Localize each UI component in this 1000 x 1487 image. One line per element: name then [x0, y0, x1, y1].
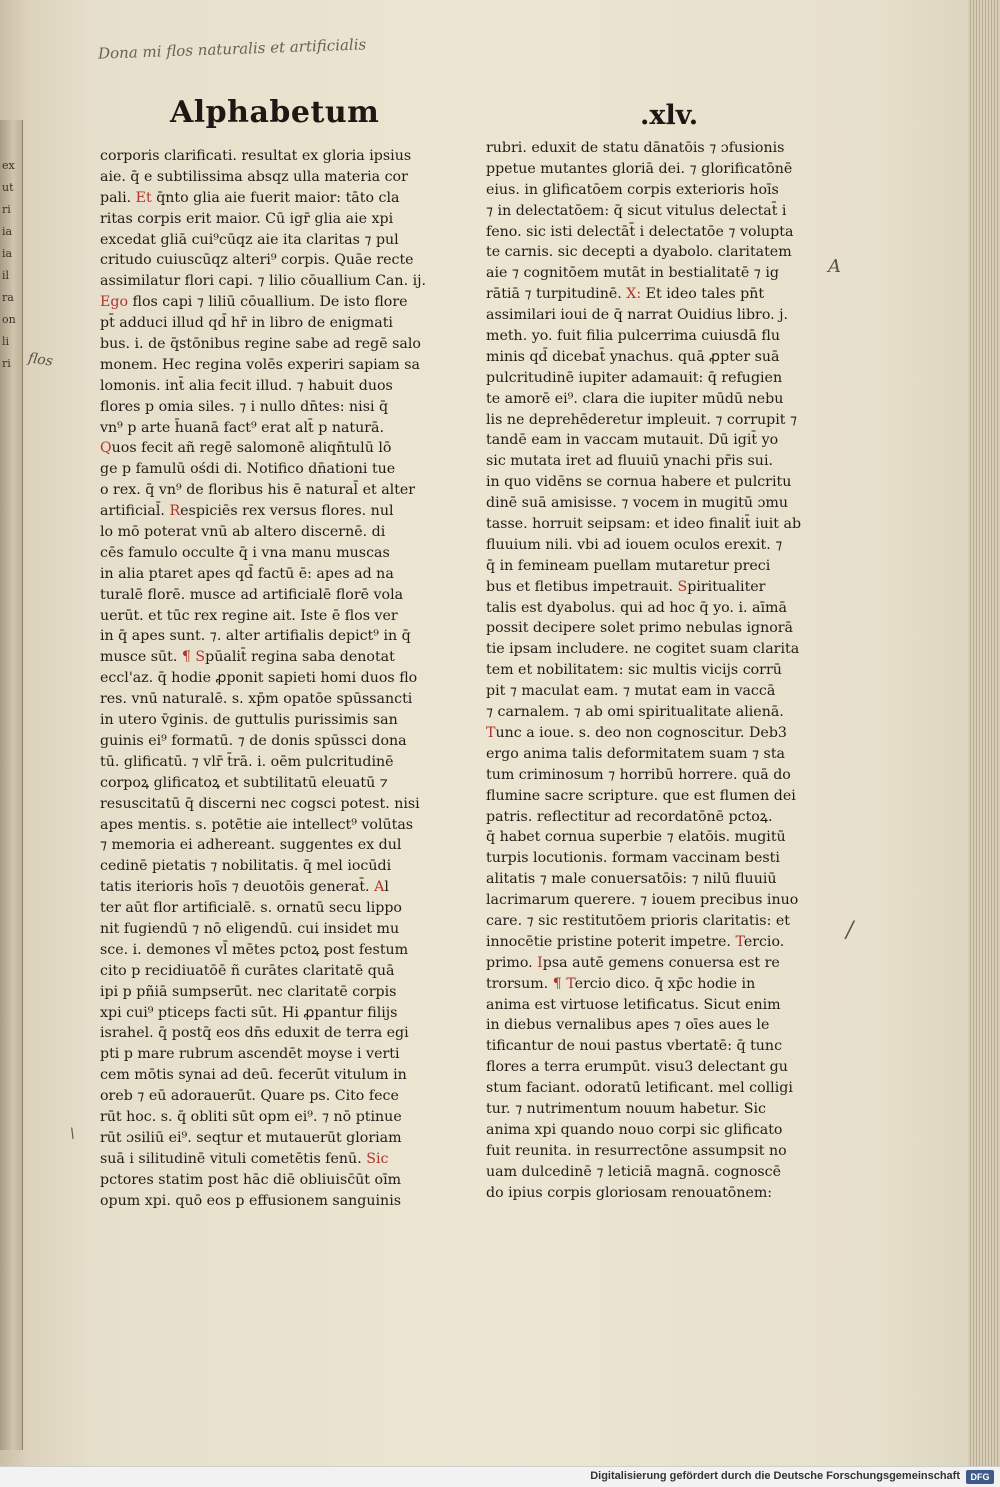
text-line: in utero v̄ginis. de guttulis purissimis san: [100, 712, 398, 729]
rubricated-initial: S: [677, 578, 688, 595]
rubricated-initial: ¶ T: [552, 975, 575, 992]
text-segment: uos fecit añ regē salomonē aliqn̄tulū lō: [111, 440, 392, 457]
text-line: [100, 1149, 435, 1170]
text-segment: flos capi ⁊ liliū cōuallium. De isto flore: [127, 294, 408, 311]
facing-page-edge: [0, 120, 23, 1450]
text-line: nit fugiendū ⁊ nō eligendū. cui insidet mu: [100, 920, 400, 937]
rubricated-initial: T: [735, 933, 744, 950]
rubricated-initial: R: [169, 503, 181, 520]
text-column-left: [100, 146, 435, 1211]
text-line: q̄ in femineam puellam mutaretur preci: [486, 557, 771, 574]
running-title: Alphabetum: [170, 95, 380, 130]
text-line: [100, 188, 435, 209]
text-line: lacrimarum querere. ⁊ iouem precibus inuo: [486, 892, 799, 909]
rubricated-initial: ¶ S: [181, 649, 206, 666]
rubricated-initial: Q: [100, 440, 112, 457]
text-segment: unc a ioue. s. deo non cognoscitur. Deb3: [495, 724, 787, 741]
text-line: o rex. q̄ vn⁹ de floribus his ē natural̄ et alter: [100, 482, 416, 499]
text-line: care. ⁊ sic restitutōem prioris claritatis: et: [486, 912, 790, 929]
text-segment: rātiā ⁊ turpitudinē.: [486, 286, 627, 303]
facing-page-fragment: ia: [2, 247, 13, 260]
text-segment: espiciēs rex versus flores. nul: [180, 503, 394, 520]
text-segment: suā i silitudinē vituli cometētis fenū.: [100, 1150, 367, 1167]
text-line: pt̄ adduci illud qd̄ hr̄ in libro de enigmati: [100, 315, 393, 332]
text-line: pit ⁊ maculat eam. ⁊ mutat eam in vaccā: [486, 683, 776, 700]
text-line: xpi cui⁹ pticeps facti sūt. Hi ꝓpantur filijs: [100, 1004, 398, 1021]
text-segment: ercio.: [743, 933, 785, 950]
text-line: meth. yo. fuit filia pulcerrima cuiusdā flu: [486, 328, 780, 345]
text-segment: artificial̄.: [100, 503, 170, 520]
margin-mark-right-top: A: [828, 256, 841, 277]
facing-page-fragment: ut: [2, 181, 14, 194]
text-line: tū. glificatū. ⁊ vlr̄ t̄rā. i. oēm pulcritudinē: [100, 753, 394, 770]
text-line: ⁊ memoria ei adhereant. suggentes ex dul: [100, 837, 402, 854]
facing-page-fragment: ri: [2, 357, 11, 370]
text-line: lomonis. int̄ alia fecit illud. ⁊ habuit duos: [100, 377, 393, 394]
text-line: ge p famulū ośdi di. Notifico dn̄ationi tue: [100, 461, 396, 478]
text-line: fluuium nili. vbi ad iouem oculos erexit. ⁊: [486, 536, 783, 553]
text-line: [100, 438, 435, 459]
text-line: tie ipsam includere. ne cogitet suam clarita: [486, 641, 800, 658]
text-line: do ipius corpis gloriosam renouatōnem:: [486, 1184, 773, 1201]
text-line: flores a terra erumpūt. visu3 delectant gu: [486, 1059, 788, 1076]
text-line: cedinē pietatis ⁊ nobilitatis. q̄ mel iocūdi: [100, 858, 392, 875]
text-segment: pali.: [100, 189, 136, 206]
rubricated-initial: I: [537, 954, 543, 971]
text-line: [486, 284, 816, 305]
text-line: [486, 723, 816, 744]
text-line: in q̄ apes sunt. ⁊. alter artifialis depict⁹ in q̄: [100, 628, 411, 645]
text-line: patris. reflectitur ad recordatōnē pctoꝝ.: [486, 808, 773, 825]
text-line: apes mentis. s. potētie aie intellect⁹ volūtas: [100, 816, 414, 833]
text-segment: ercio dico. q̄ xp̄c hodie in: [574, 975, 756, 992]
folio-number: .xlv.: [640, 100, 699, 131]
facing-page-fragment: on: [2, 313, 16, 326]
text-line: uerūt. et tūc rex regine ait. Iste ē flos ver: [100, 607, 398, 624]
text-line: [486, 953, 816, 974]
rubricated-initial: A: [374, 879, 385, 896]
text-line: excedat gliā cui⁹cūqz aie ita claritas ⁊ pul: [100, 231, 399, 248]
text-line: [100, 501, 435, 522]
text-line: assimilatur flori capi. ⁊ lilio cōuallium Can. ij.: [100, 273, 427, 290]
text-line: cito p recidiuatōē ñ curātes claritatē quā: [100, 962, 395, 979]
text-line: in quo vidēns se cornua habere et pulcritu: [486, 474, 792, 491]
text-line: turpis locutionis. formam vaccinam besti: [486, 850, 780, 867]
margin-mark-right-bottom: /: [846, 918, 854, 943]
text-line: vn⁹ p arte h̄uanā fact⁹ erat alt̄ p naturā.: [100, 419, 385, 436]
text-line: uam dulcedinē ⁊ leticiā magnā. cognoscē: [486, 1163, 781, 1180]
text-line: ipi p pñiā sumpserūt. nec claritatē corpis: [100, 983, 397, 1000]
text-line: ritas corpis erit maior. Cū igr̄ glia aie xpi: [100, 210, 394, 227]
text-segment: psa autē gemens conuersa est re: [542, 954, 780, 971]
text-line: tur. ⁊ nutrimentum nouum habetur. Sic: [486, 1100, 766, 1117]
rubricated-initial: X:: [626, 286, 642, 303]
text-line: aie ⁊ cognitōem mutāt in bestialitatē ⁊ ig: [486, 265, 779, 282]
margin-note-flos: flos: [27, 350, 54, 370]
text-line: possit decipere solet primo nebulas ignorā: [486, 620, 794, 637]
text-line: cēs famulo occulte q̄ i vna manu muscas: [100, 544, 390, 561]
text-line: [486, 577, 816, 598]
text-line: ⁊ in delectatōem: q̄ sicut vitulus delectat̄ i: [486, 202, 787, 219]
footer-bar: [0, 1466, 1000, 1487]
text-line: pctores statim post hāc diē obliuisc̄ūt oīm: [100, 1171, 402, 1188]
text-line: lo mō poterat vnū ab altero discernē. di: [100, 524, 386, 541]
text-line: minis qd̄ dicebat̄ ynachus. quā ꝓpter suā: [486, 348, 780, 365]
text-line: tandē eam in vaccam mutauit. Dū igit̄ yo: [486, 432, 779, 449]
text-line: pti p mare rubrum ascendēt moyse i verti: [100, 1046, 400, 1063]
text-line: opum xpi. quō eos p effusionem sanguinis: [100, 1192, 402, 1209]
text-line: resuscitatū q̄ discerni nec cogsci potest. nisi: [100, 795, 420, 812]
text-line: critudo cuiuscūqz alteri⁹ corpis. Quāe recte: [100, 252, 414, 269]
text-line: ergo anima talis deformitatem suam ⁊ sta: [486, 745, 785, 762]
text-line: eius. in glificatōem corpis exterioris hoīs: [486, 181, 779, 198]
text-line: [486, 932, 816, 953]
funding-credit: Digitalisierung gefördert durch die Deutsche Forschungsgemeinschaft: [590, 1470, 960, 1482]
text-line: bus. i. de q̄stōnibus regine sabe ad regē salo: [100, 336, 421, 353]
text-line: corporis clarificati. resultat ex gloria ipsius: [100, 148, 412, 164]
text-line: sic mutata iret ad fluuiū ynachi pr̄is sui.: [486, 453, 773, 470]
text-line: pulcritudinē iupiter adamauit: q̄ refugien: [486, 369, 783, 386]
facing-page-fragment: ex: [2, 159, 15, 172]
handwritten-inscription: Dona mi flos naturalis et artificialis: [97, 35, 367, 63]
rubricated-initial: Et: [135, 189, 152, 206]
text-line: feno. sic isti delectāt̄ i delectatōe ⁊ volupta: [486, 223, 794, 240]
margin-mark-left-bottom: \: [70, 1126, 75, 1142]
text-line: dinē suā amisisse. ⁊ vocem in mugitū ɔmu: [486, 495, 788, 512]
text-line: ⁊ carnalem. ⁊ ab omi spiritualitate alienā.: [486, 704, 784, 721]
text-line: ppetue mutantes gloriā dei. ⁊ glorificatōnē: [486, 160, 793, 177]
text-line: ter aūt flor artificialē. s. ornatū secu lippo: [100, 900, 402, 917]
text-line: alitatis ⁊ male conuersatōis: ⁊ nilū fluuiū: [486, 871, 777, 888]
text-line: tum criminosum ⁊ horribū horrere. quā do: [486, 766, 791, 783]
text-line: rūt hoc. s. q̄ obliti sūt opm ei⁹. ⁊ nō ptinue: [100, 1108, 402, 1125]
text-segment: piritualiter: [687, 578, 766, 595]
text-line: sce. i. demones vl̄ mētes pctoꝝ post festum: [100, 941, 409, 958]
rubricated-initial: Ego: [100, 294, 128, 311]
text-line: in diebus vernalibus apes ⁊ oīes aues le: [486, 1017, 770, 1034]
text-line: [486, 974, 816, 995]
text-segment: innocētie pristine poterit impetre.: [486, 933, 736, 950]
text-line: stum faciant. odoratū letificant. mel colligi: [486, 1080, 793, 1097]
text-column-right: [486, 138, 816, 1203]
facing-page-fragment: ra: [2, 291, 14, 304]
text-line: aie. q̄ e subtilissima absqz ulla materia cor: [100, 168, 408, 185]
text-line: rūt ɔsiliū ei⁹. seqtur et mutauerūt gloriam: [100, 1129, 402, 1146]
text-line: guinis ei⁹ formatū. ⁊ de donis spūssci dona: [100, 732, 407, 749]
text-segment: trorsum.: [486, 975, 553, 992]
text-line: israhel. q̄ postq̄ eos dn̄s eduxit de terra egi: [100, 1025, 409, 1042]
text-line: [100, 292, 435, 313]
facing-page-fragment: il: [2, 269, 10, 282]
text-line: [100, 877, 435, 898]
text-line: eccl'az. q̄ hodie ꝓponit sapieti homi duos flo: [100, 670, 418, 687]
text-line: te carnis. sic decepti a dyabolo. claritatem: [486, 244, 792, 261]
text-segment: Et ideo tales pn̄t: [641, 286, 765, 303]
text-line: anima est virtuose letificatus. Sicut enim: [486, 996, 781, 1013]
text-line: cem mōtis synai ad deū. fecerūt vitulum in: [100, 1067, 407, 1084]
text-line: oreb ⁊ eū adorauerūt. Quare ps. Cito fece: [100, 1088, 399, 1105]
facing-page-fragment: ri: [2, 203, 11, 216]
text-line: talis est dyabolus. qui ad hoc q̄ yo. i. aīmā: [486, 599, 787, 616]
facing-page-fragment: li: [2, 335, 10, 348]
rubricated-initial: T: [486, 724, 496, 741]
text-line: assimilari ioui de q̄ narrat Ouidius libro. j.: [486, 307, 789, 324]
text-line: turalē florē. musce ad artificialē florē vola: [100, 586, 404, 603]
text-line: tasse. horruit seipsam: et ideo finalit̄ iuit ab: [486, 516, 802, 533]
text-line: rubri. eduxit de statu dānatōis ⁊ ɔfusionis: [486, 140, 785, 156]
text-segment: l: [384, 879, 389, 896]
dfg-logo-icon: DFG: [966, 1470, 994, 1484]
text-line: fuit reunita. in resurrectōne assumpsit no: [486, 1142, 787, 1159]
text-line: q̄ habet cornua superbie ⁊ elatōis. mugitū: [486, 829, 786, 846]
text-line: corpoꝝ glificatoꝝ et subtilitatū eleuatū ⁊: [100, 774, 388, 791]
text-line: te amorē ei⁹. clara die iupiter mūdū nebu: [486, 390, 784, 407]
text-segment: musce sūt.: [100, 649, 182, 666]
text-line: anima xpi quando nouo corpi sic glificato: [486, 1121, 783, 1138]
text-segment: q̄nto glia aie fuerit maior: tāto cla: [151, 189, 400, 206]
text-line: flumine sacre scripture. que est flumen dei: [486, 787, 796, 804]
text-segment: tatis iterioris hoīs ⁊ deuotōis generat̄.: [100, 879, 375, 896]
text-line: lis ne deprehēderetur impleuit. ⁊ corrupit ⁊: [486, 411, 798, 428]
text-segment: bus et fletibus impetrauit.: [486, 578, 678, 595]
text-line: res. vnū naturalē. s. xp̄m opatōe spūssancti: [100, 691, 413, 708]
text-segment: pūalit̄ regina saba denotat: [205, 649, 395, 666]
text-line: flores p omia siles. ⁊ i nullo dn̄tes: nisi q̄: [100, 398, 389, 415]
text-line: monem. Hec regina volēs experiri sapiam sa: [100, 356, 420, 373]
text-segment: primo.: [486, 954, 538, 971]
text-line: tificantur de noui pastus vbertatē: q̄ tunc: [486, 1038, 783, 1055]
text-line: tem et nobilitatem: sic multis vicijs corrū: [486, 662, 782, 679]
page-edge-thickness: [968, 0, 1000, 1466]
text-line: [100, 647, 435, 668]
facing-page-fragment: ia: [2, 225, 13, 238]
rubricated-initial: Sic: [366, 1150, 389, 1167]
text-line: in alia ptaret apes qd̄ factū ē: apes ad na: [100, 565, 394, 582]
